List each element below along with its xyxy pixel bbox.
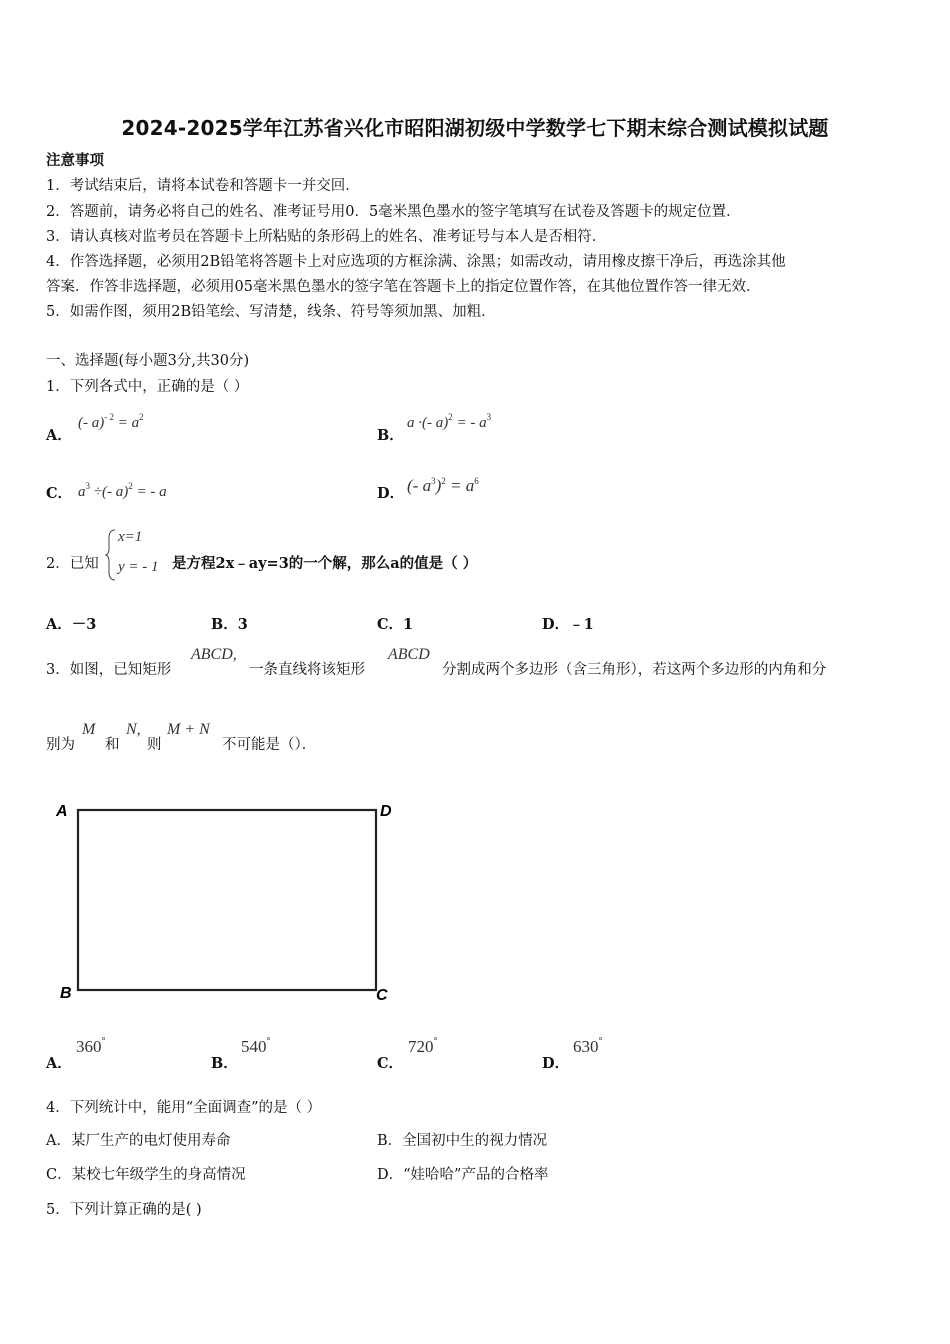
section-heading: 一、选择题(每小题3分,共30分) bbox=[46, 353, 250, 369]
q2-option-c: C．1 bbox=[377, 616, 414, 633]
q3-option-b-label: B． bbox=[211, 1055, 238, 1072]
q3-text-7: 不可能是（）． bbox=[222, 737, 317, 753]
q3-option-a-value: 360° bbox=[76, 1036, 106, 1056]
q3-math-abcd-1: ABCD, bbox=[191, 646, 237, 663]
q3-math-m: M bbox=[82, 721, 96, 738]
rectangle-abcd bbox=[78, 810, 376, 990]
q3-text-1: 3．如图，已知矩形 bbox=[46, 662, 172, 678]
q4-option-a: A．某厂生产的电灯使用寿命 bbox=[46, 1133, 231, 1149]
q3-option-d-label: D． bbox=[542, 1055, 570, 1072]
vertex-label-d: D bbox=[380, 803, 392, 820]
notice-item-1: 1．考试结束后，请将本试卷和答题卡一并交回． bbox=[46, 178, 360, 194]
vertex-label-b: B bbox=[60, 985, 72, 1002]
q3-math-n: N, bbox=[126, 721, 141, 738]
q2-option-d: D．﹣1 bbox=[542, 616, 594, 633]
q3-math-m-plus-n: M + N bbox=[167, 721, 210, 738]
q3-text-5: 和 bbox=[105, 737, 120, 753]
q2-option-a: A．－3 bbox=[46, 616, 97, 633]
notice-item-5: 5．如需作图，须用2B铅笔绘、写清楚，线条、符号等须加黑、加粗． bbox=[46, 304, 496, 320]
notice-item-3: 3．请认真核对监考员在答题卡上所粘贴的条形码上的姓名、准考证号与本人是否相符． bbox=[46, 229, 607, 245]
q2-equation-1: x=1 bbox=[118, 529, 143, 545]
q4-option-d: D．“娃哈哈”产品的合格率 bbox=[377, 1167, 549, 1183]
q3-option-a-label: A． bbox=[46, 1055, 72, 1072]
q3-option-d-value: 630° bbox=[573, 1036, 603, 1056]
q3-option-c-label: C． bbox=[377, 1055, 404, 1072]
q1-option-a-formula: (- $a)^{- 2} = a^2$ bbox=[78, 412, 144, 431]
q5-stem: 5．下列计算正确的是( ) bbox=[46, 1202, 202, 1218]
q2-system-brace bbox=[104, 528, 118, 582]
q1-option-b-label: B． bbox=[377, 427, 404, 444]
q1-option-d-label: D． bbox=[377, 485, 405, 502]
q4-stem: 4．下列统计中，能用“全面调查”的是（ ） bbox=[46, 1100, 322, 1116]
q3-rectangle-figure bbox=[50, 795, 410, 1010]
vertex-label-c: C bbox=[376, 987, 388, 1004]
q3-math-abcd-2: ABCD bbox=[388, 646, 430, 663]
q2-equation-2: y = - 1 bbox=[118, 559, 159, 575]
vertex-label-a: A bbox=[56, 803, 68, 820]
q3-text-6: 则 bbox=[147, 737, 162, 753]
q1-option-c-label: C． bbox=[46, 485, 73, 502]
q3-text-3: 分割成两个多边形（含三角形），若这两个多边形的内角和分 bbox=[442, 662, 827, 678]
notice-item-4-cont: 答案．作答非选择题，必须用05毫米黑色墨水的签字笔在答题卡上的指定位置作答，在其他位置作答一律无效． bbox=[46, 279, 761, 295]
page-title: 2024-2025学年江苏省兴化市昭阳湖初级中学数学七下期末综合测试模拟试题 bbox=[121, 116, 829, 140]
q1-option-d-formula: (- $a^3)^2 = a^6$ bbox=[407, 476, 479, 495]
q3-text-4: 别为 bbox=[46, 737, 75, 753]
q2-prefix: 2．已知 bbox=[46, 556, 99, 572]
q1-option-a-label: A． bbox=[46, 427, 72, 444]
q4-option-b: B．全国初中生的视力情况 bbox=[377, 1133, 548, 1149]
q2-option-b: B．3 bbox=[211, 616, 248, 633]
q2-suffix: 是方程2x﹣ay=3的一个解，那么a的值是（ ） bbox=[172, 555, 478, 572]
notice-heading: 注意事项 bbox=[46, 152, 104, 169]
q4-option-c: C．某校七年级学生的身高情况 bbox=[46, 1167, 246, 1183]
q1-stem: 1．下列各式中，正确的是（ ） bbox=[46, 379, 249, 395]
notice-item-2: 2．答题前，请务必将自己的姓名、准考证号用0．5毫米黑色墨水的签字笔填写在试卷及答题卡的规定位置． bbox=[46, 204, 741, 220]
q1-option-c-formula: $a^3$ ÷(- a)$^2$ = - a bbox=[78, 481, 167, 500]
q3-option-b-value: 540° bbox=[241, 1036, 271, 1056]
q1-option-b-formula: a ·(- a)$^2$ = - $a^3$ bbox=[407, 412, 492, 431]
q3-text-2: 一条直线将该矩形 bbox=[249, 662, 365, 678]
q3-option-c-value: 720° bbox=[408, 1036, 438, 1056]
notice-item-4: 4．作答选择题，必须用2B铅笔将答题卡上对应选项的方框涂满、涂黑；如需改动，请用橡皮擦干净后，再选涂其他 bbox=[46, 254, 786, 270]
